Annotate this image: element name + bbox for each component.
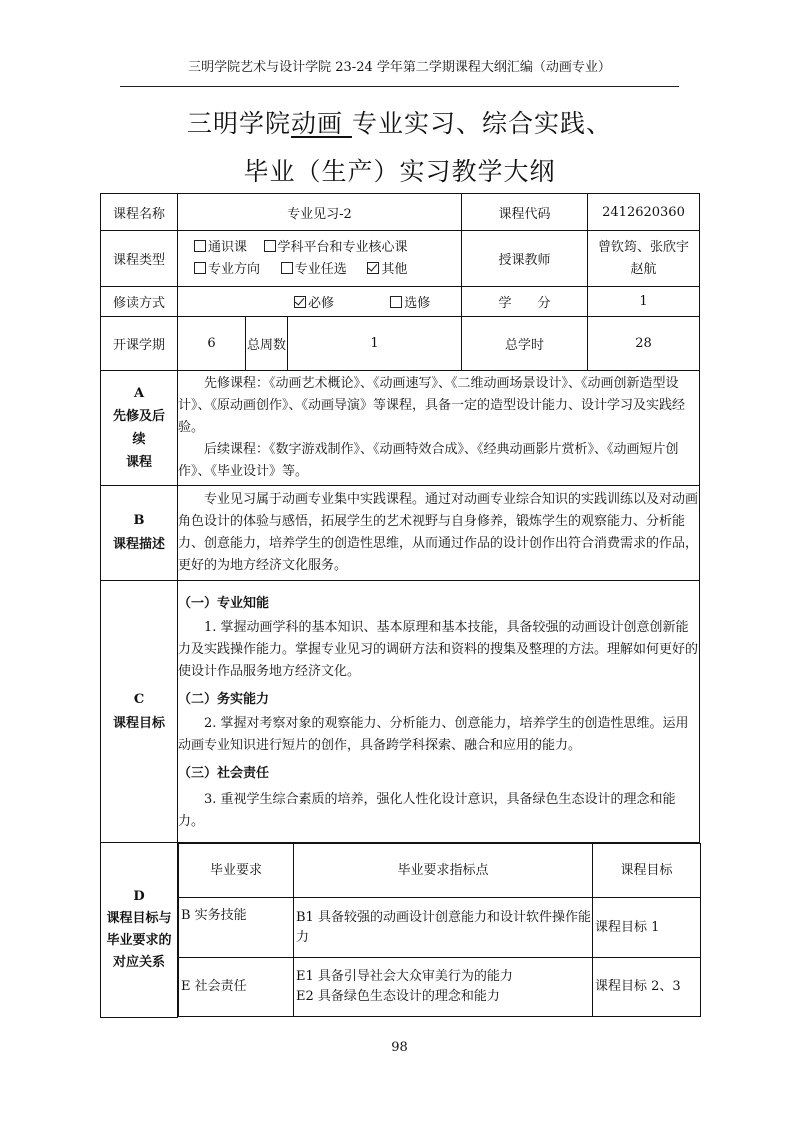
mapping-header: 毕业要求 <box>179 844 294 898</box>
type-option-label: 专业方向 <box>208 261 261 277</box>
document-title-line2: 毕业（生产）实习教学大纲 <box>243 157 556 186</box>
type-option-label: 专业任选 <box>294 261 347 277</box>
credit-label: 学 分 <box>462 287 588 317</box>
goal-text: 1. 掌握动画学科的基本知识、基本原理和基本技能，具备较强的动画设计创意创新能力及实践操作能力。掌握专业见习的调研方法和资料的搜集及整理的方法。理解如何更好的使设计作品服务地方经济文化。 <box>178 619 699 679</box>
study-mode-options <box>178 287 462 317</box>
section-c-letter: C <box>133 691 145 707</box>
mapping-row <box>179 898 701 958</box>
document-title-line1 <box>0 104 799 140</box>
mapping-goal: 课程目标 2、3 <box>593 958 701 1017</box>
mapping-indicators <box>294 958 593 1017</box>
teacher-value <box>588 231 700 287</box>
checkbox-icon <box>194 240 206 252</box>
section-d-label-line: 对应关系 <box>112 954 165 970</box>
hours-value: 28 <box>588 317 700 371</box>
mapping-header-row <box>179 844 701 898</box>
checked-checkbox-icon <box>294 296 306 308</box>
mapping-goal: 课程目标 1 <box>593 898 701 958</box>
section-d-label-line: 毕业要求的 <box>106 932 172 948</box>
row-section-a <box>101 371 700 486</box>
prerequisite-text: 先修课程：《动画艺术概论》、《动画速写》、《二维动画场景设计》、《动画创新造型设计》、《原动画创作》、《动画导演》等课程，具备一定的造型设计能力、设计学习及实践经验。 <box>178 376 686 435</box>
semester-value: 6 <box>178 317 246 371</box>
mapping-table <box>178 843 701 1017</box>
mapping-header: 毕业要求指标点 <box>294 844 593 898</box>
syllabus-table <box>100 193 700 1018</box>
row-semester <box>101 317 700 371</box>
section-d-label-line: 课程目标与 <box>106 910 172 926</box>
row-course-name <box>101 194 700 231</box>
type-option-label: 通识课 <box>208 239 248 255</box>
mapping-table-cell <box>178 843 700 1018</box>
section-d-letter: D <box>133 888 145 904</box>
title-prefix: 三明学院 <box>187 109 292 138</box>
mode-option-label: 必修 <box>308 296 335 311</box>
section-b-label <box>101 486 178 581</box>
teacher-label: 授课教师 <box>462 231 588 287</box>
goal-heading: （三）社会责任 <box>178 765 270 781</box>
hours-label: 总学时 <box>462 317 588 371</box>
section-a-label-line: 先修及后 <box>112 409 165 424</box>
row-course-type <box>101 231 700 287</box>
mapping-indicator: E1 具备引导社会大众审美行为的能力 <box>296 969 513 984</box>
type-option-label: 其他 <box>381 261 408 277</box>
followup-text: 后续课程：《数字游戏制作》、《动画特效合成》、《经典动画影片赏析》、《动画短片创作》、《毕业设计》等。 <box>178 442 679 479</box>
mapping-indicator: B1 具备较强的动画设计创意能力和设计软件操作能力 <box>294 898 593 958</box>
row-study-mode <box>101 287 700 317</box>
checkbox-icon <box>281 262 293 274</box>
section-a-label <box>101 371 178 486</box>
teacher-line: 赵航 <box>630 261 657 277</box>
section-d-label <box>101 843 178 1018</box>
checked-checkbox-icon <box>367 262 379 274</box>
mapping-requirement: B 实务技能 <box>179 898 294 958</box>
course-description-text: 专业见习属于动画专业集中实践课程。通过对动画专业综合知识的实践训练以及对动画角色设计的体验与感悟，拓展学生的艺术视野与自身修养，锻炼学生的观察能力、分析能力、创意能力，培养学生的创造性思维，从而通过作品的设计创作出符合消费需求的作品，更好的为地方经济文化服务。 <box>178 492 699 573</box>
credit-value: 1 <box>588 287 700 317</box>
checkbox-icon <box>194 262 206 274</box>
course-name-value: 专业见习-2 <box>178 194 462 231</box>
course-type-options <box>178 231 462 287</box>
row-section-b <box>101 486 700 581</box>
checkbox-icon <box>264 240 276 252</box>
page-number: 98 <box>391 1040 408 1055</box>
goal-text: 3. 重视学生综合素质的培养，强化人性化设计意识，具备绿色生态设计的理念和能力。 <box>178 791 676 829</box>
type-option-label: 学科平台和专业核心课 <box>277 239 408 255</box>
mapping-indicator: E2 具备绿色生态设计的理念和能力 <box>296 989 500 1004</box>
teacher-line: 曾钦筠、张欣宇 <box>597 239 689 255</box>
row-section-d <box>101 843 700 1018</box>
title-suffix: 专业实习、综合实践、 <box>351 109 612 138</box>
weeks-label: 总周数 <box>246 317 288 371</box>
goal-text: 2. 掌握对考察对象的观察能力、分析能力、创意能力，培养学生的创造性思维。运用动画专业知识进行短片的创作，具备跨学科探索、融合和应用的能力。 <box>178 715 689 753</box>
course-type-label: 课程类型 <box>101 231 178 287</box>
section-a-letter: A <box>133 386 145 401</box>
section-c-content <box>178 581 700 843</box>
section-c-label-text: 课程目标 <box>112 715 165 731</box>
row-section-c <box>101 581 700 843</box>
study-mode-label: 修读方式 <box>101 287 178 317</box>
goal-heading: （二）务实能力 <box>178 691 270 707</box>
checkbox-icon <box>390 296 402 308</box>
goal-heading: （一）专业知能 <box>178 595 270 611</box>
section-a-label-line: 课程 <box>125 455 152 470</box>
document-header: 三明学院艺术与设计学院 23-24 学年第二学期课程大纲汇编（动画专业） <box>188 60 611 75</box>
section-b-label-text: 课程描述 <box>112 537 165 552</box>
weeks-value: 1 <box>288 317 462 371</box>
section-b-letter: B <box>133 513 145 528</box>
section-a-content <box>178 371 700 486</box>
header-divider <box>120 86 679 87</box>
mapping-requirement: E 社会责任 <box>179 958 294 1017</box>
title-major: 动画 <box>291 109 352 138</box>
section-c-label <box>101 581 178 843</box>
mapping-header: 课程目标 <box>593 844 701 898</box>
section-a-label-line: 续 <box>132 432 146 447</box>
mode-option-label: 选修 <box>404 296 431 311</box>
section-b-content <box>178 486 700 581</box>
course-code-label: 课程代码 <box>462 194 588 231</box>
mapping-row <box>179 958 701 1017</box>
course-name-label: 课程名称 <box>101 194 178 231</box>
course-code-value: 2412620360 <box>588 194 700 231</box>
semester-label: 开课学期 <box>101 317 178 371</box>
